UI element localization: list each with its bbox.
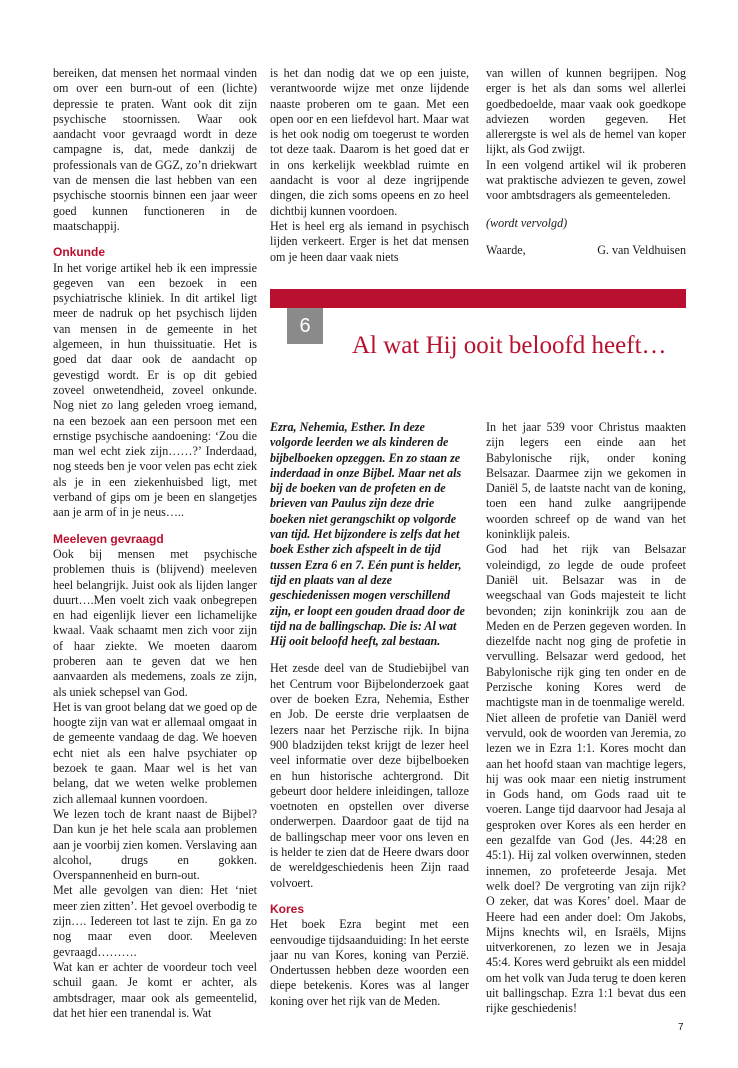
paragraph: Wat kan er achter de voordeur toch veel schuil gaan. Je komt er achter, als ambtsdrager, maar ook als gemeentelid, dat het hier een tranendal is. Wat (53, 959, 257, 1020)
section-heading-kores: Kores (270, 901, 305, 916)
paragraph: In het jaar 539 voor Christus maakten zijn legers een einde aan het Babylonische rijk, onder koning Belsazar. Daarmee zijn we gekomen in Daniël 5, de laatste nacht van de koning, toen een hand zulke aangrijpende woorden schreef op de wand van het koninklijk paleis. (486, 420, 686, 542)
to-be-continued: (wordt vervolgd) (486, 215, 568, 230)
paragraph: Ook bij mensen met psychische problemen thuis is (blijvend) meeleven heel belangrijk. Juist ook als lijden langer duurt….Men voelt zich vaak onbegrepen en had eigenlijk liever een lichamelijke kwaal. Vaak schaamt men zich voor zijn of haar ziekte. We moeten daarom proberen aan te geven dat we hen aanvaarden als medemens, zoals ze zijn, als uniek schepsel van God. (53, 546, 257, 699)
paragraph: Het is heel erg als iemand in psychisch lijden verkeert. Erger is het dat mensen om je heen daar vaak niets (270, 218, 469, 264)
paragraph: In een volgend artikel wil ik proberen wat praktische adviezen te geven, zowel voor ambtsdragers als gemeenteleden. (486, 157, 686, 203)
article-column-right (486, 420, 686, 1017)
article-title: Al wat Hij ooit beloofd heeft… (352, 332, 667, 359)
page-number: 7 (678, 1022, 684, 1033)
paragraph: bereiken, dat mensen het normaal vinden om over een burn-out of een (lichte) depressie te praten. Want ook dit zijn psychische stoornissen. Waar ook aandacht voor gevraagd wordt in deze campagne is, dat, mede dankzij de professionals van de GGZ, zo’n driekwart van de mensen die last hebben van een psychische stoornis binnen een jaar weer goed kunnen functioneren in de maatschappij. (53, 66, 257, 233)
paragraph: Niet alleen de profetie van Daniël werd vervuld, ook de woorden van Jeremia, zo lezen we in Ezra 1:1. Kores mocht dan aan het hoofd staan van machtige legers, hij was ook maar een nietig instrument in Gods hand, om Gods raad uit te voeren. Lange tijd daarvoor had Jesaja al gesproken over Kores als een herder en een gezalfde van God (Jes. 44:28 en 45:1). Hij zal volken overwinnen, steden innemen, zo profeteerde Jesaja. Met welk doel? De vergroting van zijn rijk? O zeker, dat was Kores’ doel. Maar de Heere had een ander doel: Om Jakobs, Mijns knechts wil, en Israëls, Mijns uitverkorenen, zo lezen we in Jesaja 45:4. Kores werd gebruikt als een middel om het volk van Juda terug te doen keren uit ballingschap. Ezra 1:1 bevat dus een rijke geschiedenis! (486, 710, 686, 1016)
paragraph: Met alle gevolgen van dien: Het ‘niet meer zien zitten’. Het gevoel overbodig te zijn…. Iedereen tot last te zijn. En ga zo nog maar even door. Meeleven gevraagd………. (53, 883, 257, 959)
paragraph: van willen of kunnen begrijpen. Nog erger is het als dan soms wel allerlei goedbedoelde, maar vaak ook goedkope adviezen worden gegeven. Het allerergste is wel als de hemel van koper lijkt, als God zwijgt. (486, 66, 686, 157)
paragraph: We lezen toch de krant naast de Bijbel? Dan kun je het hele scala aan problemen aan je voorbij zien komen. Verslaving aan alcohol, drugs en gokken. Overspannenheid en burn-out. (53, 806, 257, 883)
section-heading-onkunde: Onkunde (53, 245, 106, 260)
article-column-left (270, 420, 469, 1009)
article-number-box: 6 (287, 308, 323, 344)
article-red-bar (270, 289, 686, 308)
paragraph: In het vorige artikel heb ik een impressie gegeven van een bezoek in een psychiatrische kliniek. In dit artikel ligt meer de nadruk op het psychisch lijden van mensen in de gemeente in het algemeen, in hun thuissituatie. Het is goed dat daar ook de aandacht op gevestigd wordt. Er is op dit gebied zoveel onwetendheid, zoveel onkunde. Nog niet zo lang geleden vroeg iemand, na een bezoek aan een persoon met een ernstige psychische aandoening: ‘Zou die man wel echt ziek zijn……?’ Inderdaad, nog steeds ben je voor velen pas echt ziek als je in een ziekenhuisbed ligt, met verband of gips om je been en slangetjes aan je arm of in je neus….. (53, 260, 257, 520)
paragraph: Het is van groot belang dat we goed op de hoogte zijn van wat er allemaal omgaat in de gemeente vandaag de dag. We hoeven echt niet als een halve psychiater op bezoek te gaan. Maar wel is het van belang, dat we weten welke problemen zich allemaal kunnen voordoen. (53, 699, 257, 806)
signoff-author: G. van Veldhuisen (597, 242, 686, 257)
paragraph: God had het rijk van Belsazar voleindigd, zo legde de oude profeet Daniël uit. Belsazar was in de weegschaal van Gods majesteit te licht bevonden; zijn koninkrijk zou aan de Meden en de Perzen gegeven worden. In diezelfde nacht nog ging de profetie in vervulling. Belsazar werd gedood, het Babylonische rijk ging ten onder en de Perzische koning Kores werd de machtigste man in de toenmalige wereld. (486, 542, 686, 710)
signoff-place: Waarde, (486, 242, 526, 257)
paragraph: Het boek Ezra begint met een eenvoudige tijdsaanduiding: In het eerste jaar nu van Kores, koning van Perzië. Ondertussen hebben deze woorden een diepe betekenis. Kores was al langer koning over het rijk van de Meden. (270, 917, 469, 1008)
column-3 (486, 66, 686, 258)
section-heading-meeleven: Meeleven gevraagd (53, 531, 164, 546)
paragraph: is het dan nodig dat we op een juiste, verantwoorde wijze met onze lijdende naaste proberen om te gaan. Met een open oor en een liefdevol hart. Maar wat is het ook nodig om toegerust te worden tot deze taak. Daarom is het goed dat er in ons kerkelijk weekblad ruimte en aandacht is voor al deze ingrijpende dingen, die zich soms opeens en zo heel dichtbij kunnen voordoen. (270, 66, 469, 218)
signoff (486, 243, 686, 258)
paragraph: Het zesde deel van de Studiebijbel van het Centrum voor Bijbelonderzoek gaat over de boeken Ezra, Nehemia, Esther en Job. De eerste drie verplaatsen de lezers naar het Perzische rijk. In bijna 900 bladzijden tekst krijgt de lezer heel veel informatie over deze bijbelboeken en hun historische achtergrond. Dit gebeurt door heldere inleidingen, talloze voetnoten en opstellen over diverse onderwerpen. Daardoor gaat de tijd na de ballingschap meer voor ons leven en is helder te zien dat de Heere dwars door de wereldgeschiedenis heen Zijn raad volvoert. (270, 661, 469, 890)
article-intro: Ezra, Nehemia, Esther. In deze volgorde leerden we als kinderen de bijbelboeken opzeggen. En zo staan ze inderdaad in onze Bijbel. Maar net als bij de boeken van de profeten en de brieven van Paulus zijn deze drie boeken niet gerangschikt op volgorde van tijd. Het bijzondere is zelfs dat het boek Esther zich afspeelt in de tijd tussen Ezra 6 en 7. Eén punt is helder, tijd en plaats van al deze geschiedenissen mogen verschillend zijn, er loopt een gouden draad door de tijd na de ballingschap. Die is: Al wat Hij ooit beloofd heeft, zal bestaan. (270, 420, 465, 649)
column-2 (270, 66, 469, 265)
column-1 (53, 66, 257, 1021)
